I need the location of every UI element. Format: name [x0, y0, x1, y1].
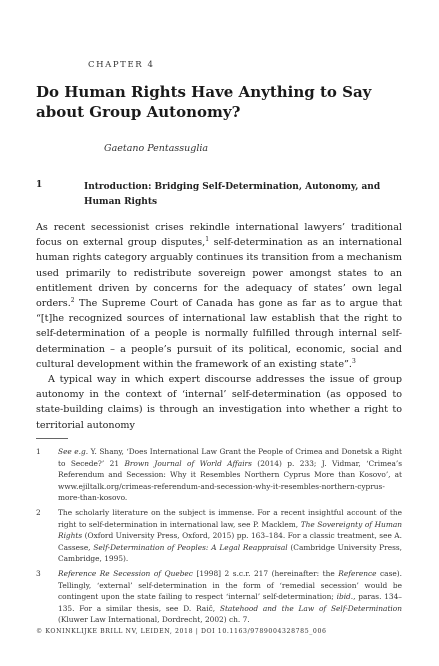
- footnote-text: The scholarly literature on the subject is immense. For a recent insightful account of the right to self-determination in international law, see P. Macklem,: [58, 507, 402, 529]
- footnote-text: (Kluwer Law International, Dordrecht, 2002) ch. 7.: [58, 615, 250, 625]
- footnote-text: Y. Shany, ‘Does International Law Grant the People of Crimea and Donetsk a Right to Secede?’ 21: [58, 447, 402, 468]
- footnote-number: 1: [36, 447, 41, 456]
- footnote-3: [36, 568, 402, 626]
- section-number: 1: [36, 180, 43, 190]
- footnote-number: 3: [36, 568, 41, 578]
- footnote-italic: Self-Determination of Peoples: A Legal Reappraisal: [93, 542, 288, 552]
- p1-part-a: As recent secessionist crises rekindle international lawyers’ traditional focus on external group disputes,: [36, 222, 402, 249]
- p1-part-b: self-determination as an international human rights category arguably continues its transition from a mechanism used primarily to redistribute sovereign power amongst states to an entitlement driven by concerns for the adequacy of states’ own legal orders.: [36, 237, 402, 310]
- footnote-italic: Brown Journal of World Affairs: [124, 458, 252, 468]
- paragraph-1: [36, 220, 402, 372]
- paragraph-2: A typical way in which expert discourse addresses the issue of group autonomy in the context of ‘internal’ self-determination (as opposed to state-building claims) is through an investigation into whether a right to territorial autonomy: [36, 374, 402, 431]
- footnote-text: (Cambridge University Press, Cambridge, 1995).: [58, 542, 402, 564]
- footnote-italic: Reference Re Secession of Quebec: [58, 568, 193, 578]
- footnote-ref-2[interactable]: 2: [70, 297, 75, 305]
- footnote-italic: See e.g.: [58, 447, 89, 456]
- author-name: Gaetano Pentassuglia: [104, 143, 209, 154]
- footnote-italic: The Sovereignty of Human Rights: [58, 519, 402, 541]
- footnote-divider: [36, 438, 68, 439]
- footnote-ref-3[interactable]: 3: [351, 357, 356, 365]
- body-text: [36, 220, 402, 433]
- footnote-italic: Statehood and the Law of Self-Determination: [219, 603, 402, 613]
- footnote-italic: Reference: [338, 568, 377, 578]
- footnote-text: (Oxford University Press, Oxford, 2015) pp. 163–184. For a classic treatment, see A. Cassese,: [58, 531, 402, 552]
- section-title: Introduction: Bridging Self-Determination, Autonomy, and Human Rights: [84, 182, 381, 207]
- chapter-label: CHAPTER 4: [88, 60, 155, 70]
- footnote-text: [1998] 2 s.c.r. 217 (hereinafter: the: [192, 568, 339, 578]
- footnote-1: [36, 446, 402, 504]
- copyright-line: © KONINKLIJKE BRILL NV, LEIDEN, 2018 | DOI 10.1163/9789004328785_006: [36, 628, 327, 635]
- p1-part-c: The Supreme Court of Canada has gone as far as to argue that “[t]he recognized sources of international law establish that the right to self-determination of a people is normally fulfilled through internal self-determination – a people’s pursuit of its political, economic, social and cultural development within the framework of an existing state”.: [36, 298, 402, 370]
- footnote-text: (2014) p. 233; J. Vidmar, ‘Crimea’s Referendum and Secession: Why it Resembles Northern Cyprus More than Kosovo’, at www.ejiltalk.org/crimeas-referendum-and-secession-why-it-resembles-northern-cyprus-more-than-kosovo.: [58, 458, 402, 503]
- footnote-text: case). Tellingly, ‘external’ self-determination in the form of ‘remedial secession’ would be contingent upon the state failing to respect ‘internal’ self-determination;: [58, 568, 402, 602]
- footnote-number: 2: [36, 507, 41, 517]
- footnote-2: [36, 507, 402, 565]
- footnote-text: , paras. 134–135. For a similar thesis, see D. Raič,: [58, 592, 402, 613]
- footnote-italic: ibid.: [336, 592, 354, 602]
- chapter-title: Do Human Rights Have Anything to Say about Group Autonomy?: [36, 83, 372, 121]
- footnote-ref-1[interactable]: 1: [205, 236, 210, 244]
- footnotes: [36, 446, 402, 629]
